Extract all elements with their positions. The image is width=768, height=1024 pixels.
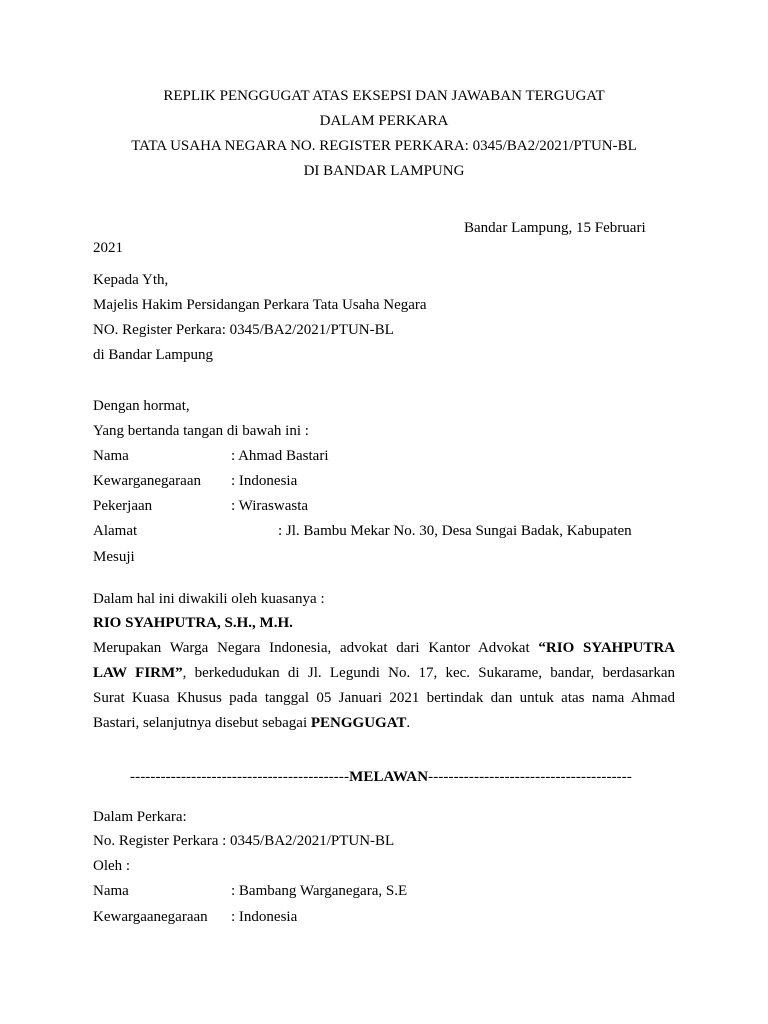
place-date-year: 2021 — [93, 240, 123, 256]
defendant-nationality-value: : Indonesia — [231, 909, 298, 925]
lawyer-name: RIO SYAHPUTRA, S.H., M.H. — [93, 615, 293, 631]
defendant-name-value: : Bambang Warganegara, S.E — [231, 883, 408, 899]
separator-left: ------------------------------------------- — [130, 769, 350, 785]
place-date: Bandar Lampung, 15 Februari — [464, 220, 646, 236]
paragraph-line-1-text: Merupakan Warga Negara Indonesia, advokat dari Kantor Advokat — [93, 640, 539, 656]
representation-line: Dalam hal ini diwakili oleh kuasanya : — [93, 591, 325, 607]
intro-line: Yang bertanda tangan di bawah ini : — [93, 423, 309, 439]
recipient-court: Majelis Hakim Persidangan Perkara Tata Usaha Negara — [93, 297, 427, 313]
document-title-line-2: DALAM PERKARA — [319, 113, 449, 129]
document-title-line-4: DI BANDAR LAMPUNG — [303, 163, 465, 179]
plaintiff-occupation-value: : Wiraswasta — [231, 498, 309, 514]
plaintiff-address-label: Alamat — [93, 523, 138, 539]
separator-right: ---------------------------------------- — [428, 769, 632, 785]
paragraph-line-3: Surat Kuasa Khusus pada tanggal 05 Januari 2021 bertindak dan untuk atas nama Ahmad — [93, 690, 675, 706]
paragraph-line-4 — [93, 714, 675, 732]
plaintiff-nationality-label: Kewarganegaraan — [93, 473, 201, 489]
case-register-number: No. Register Perkara : 0345/BA2/2021/PTUN-BL — [93, 833, 395, 849]
separator-title: MELAWAN — [349, 769, 429, 785]
paragraph-line-1 — [93, 639, 675, 657]
law-firm-name-start: “RIO SYAHPUTRA — [538, 640, 675, 656]
document-title-line-1: REPLIK PENGGUGAT ATAS EKSEPSI DAN JAWABAN TERGUGAT — [163, 88, 605, 104]
recipient-salutation: Kepada Yth, — [93, 272, 169, 288]
case-heading: Dalam Perkara: — [93, 809, 187, 825]
document-title-line-3: TATA USAHA NEGARA NO. REGISTER PERKARA: 0345/BA2/2021/PTUN-BL — [131, 138, 637, 154]
plaintiff-designation: PENGGUGAT — [310, 715, 407, 731]
plaintiff-address-value: : Jl. Bambu Mekar No. 30, Desa Sungai Badak, Kabupaten — [278, 523, 632, 539]
plaintiff-name-value: : Ahmad Bastari — [231, 448, 329, 464]
case-by-label: Oleh : — [93, 858, 131, 874]
paragraph-line-2-text: , berkedudukan di Jl. Legundi No. 17, kec. Sukarame, bandar, berdasarkan — [182, 665, 675, 681]
recipient-location: di Bandar Lampung — [93, 347, 213, 363]
paragraph-line-4-end: . — [406, 715, 411, 731]
law-firm-name-end: LAW FIRM” — [93, 665, 183, 681]
plaintiff-occupation-label: Pekerjaan — [93, 498, 153, 514]
greeting: Dengan hormat, — [93, 398, 190, 414]
plaintiff-nationality-value: : Indonesia — [231, 473, 298, 489]
recipient-register-number: NO. Register Perkara: 0345/BA2/2021/PTUN-BL — [93, 322, 394, 338]
paragraph-line-2 — [93, 664, 675, 682]
plaintiff-name-label: Nama — [93, 448, 129, 464]
defendant-nationality-label: Kewargaanegaraan — [93, 909, 208, 925]
paragraph-line-4-text: Bastari, selanjutnya disebut sebagai — [93, 715, 311, 731]
separator-line — [130, 768, 632, 786]
plaintiff-address-continued: Mesuji — [93, 549, 135, 565]
defendant-name-label: Nama — [93, 883, 129, 899]
